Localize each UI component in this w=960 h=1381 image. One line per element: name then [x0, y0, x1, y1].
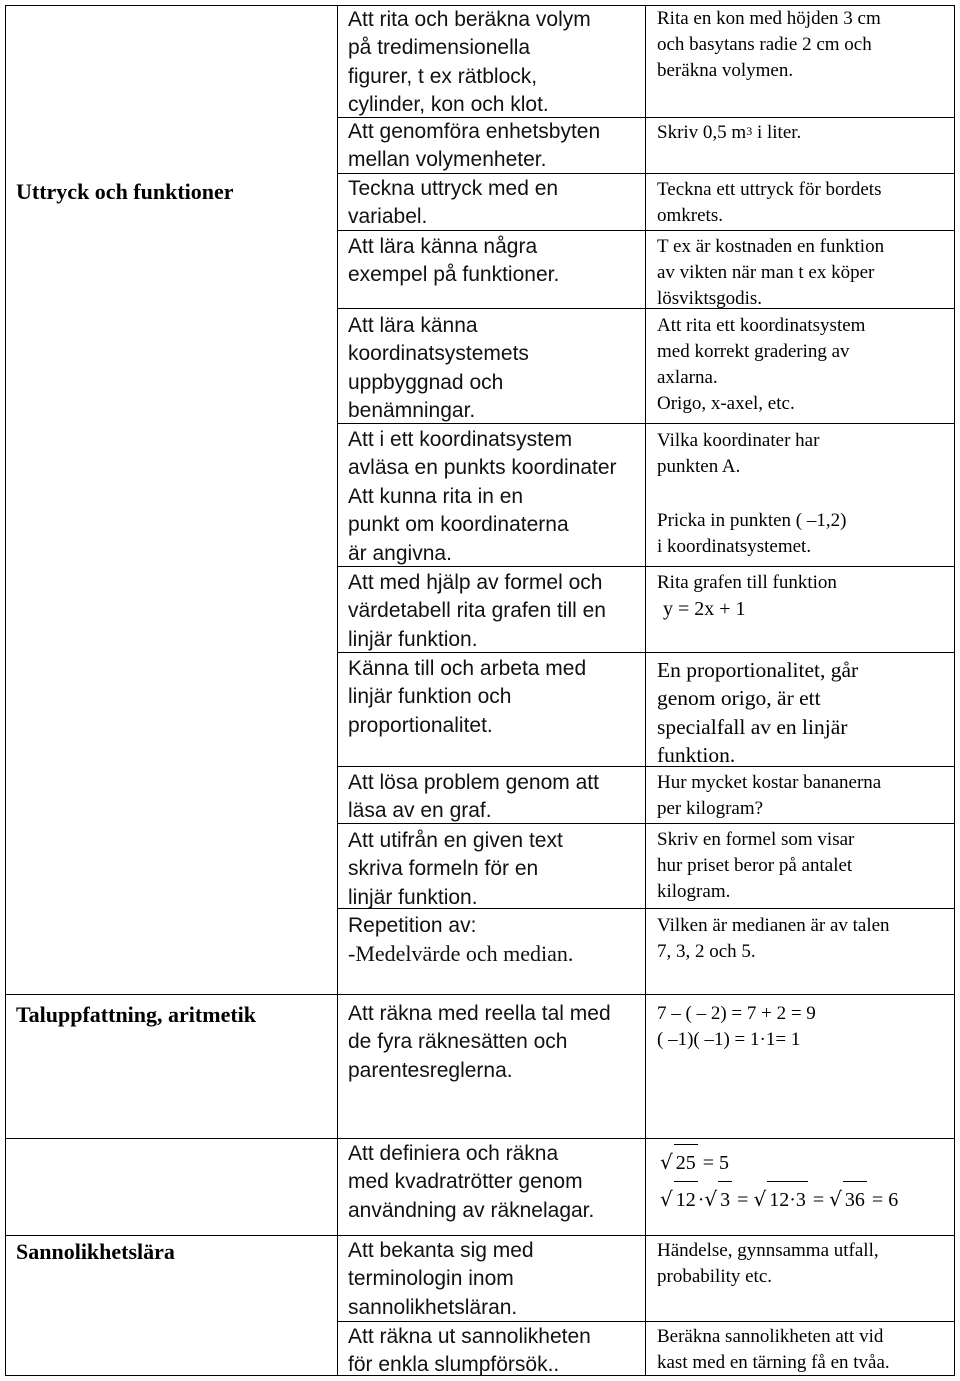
- column-divider-2: [645, 5, 646, 1376]
- sqrt-line-2: √ 12 ·√ 3 = √ 12·3 = √ 36 = 6: [660, 1181, 898, 1218]
- goal-proportionalitet: Känna till och arbeta med linjär funktion och proportionalitet.: [348, 657, 587, 737]
- topic-taluppfattning: Taluppfattning, aritmetik: [16, 1002, 257, 1027]
- goal-kvadratrotter: Att definiera och räkna med kvadratrötter genom användning av räknelagar.: [348, 1142, 595, 1222]
- example-aritmetik: 7 – ( – 2) = 7 + 2 = 9 ( –1)( –1) = 1·1= 1: [657, 1003, 816, 1050]
- example-bananer: Hur mycket kostar bananerna per kilogram?: [657, 772, 882, 819]
- column-divider-1: [337, 5, 338, 1376]
- example-tarning: Beräkna sannolikheten att vid kast med en tärning få en tvåa.: [657, 1326, 890, 1373]
- example-formel-pris: Skriv en formel som visar hur priset beror på antalet kilogram.: [657, 829, 855, 902]
- goal-enhetsbyten: Att genomföra enhetsbyten mellan volymenheter.: [348, 120, 601, 172]
- row-divider: [5, 1235, 955, 1236]
- table-border-left: [5, 5, 6, 1376]
- goal-repetition: Repetition av: -Medelvärde och median.: [348, 914, 574, 967]
- example-punkten-a: Vilka koordinater har punkten A.: [657, 430, 820, 477]
- example-handelse: Händelse, gynnsamma utfall, probability etc.: [657, 1240, 879, 1287]
- goal-las-graf: Att lösa problem genom att läsa av en graf.: [348, 771, 599, 823]
- row-divider: [5, 994, 955, 995]
- example-bordets-omkrets: Teckna ett uttryck för bordets omkrets.: [657, 179, 882, 226]
- table-border-right: [954, 5, 955, 1376]
- example-kostnad: T ex är kostnaden en funktion av vikten när man t ex köper lösviktsgodis.: [657, 236, 885, 309]
- goal-koordinatsystem: Att lära känna koordinatsystemets uppbyggnad och benämningar.: [348, 314, 529, 423]
- goal-slumpforsok: Att räkna ut sannolikheten för enkla slumpförsök..: [348, 1325, 591, 1377]
- example-pricka-punkt: Pricka in punkten ( –1,2) i koordinatsystemet.: [657, 510, 847, 557]
- topic-sannolikhet: Sannolikhetslära: [16, 1239, 175, 1264]
- example-liter: Skriv 0,5 $m^3$ i liter.: [657, 122, 802, 143]
- goal-uttryck: Teckna uttryck med en variabel.: [348, 177, 559, 229]
- example-kvadratrot: [660, 1144, 898, 1218]
- cell-divider: [337, 766, 955, 767]
- goal-volym: Att rita och beräkna volym på tredimensionella figurer, t ex rätblock, cylinder, kon och klot.: [348, 8, 591, 117]
- topic-uttryck: Uttryck och funktioner: [16, 179, 234, 204]
- example-median: Vilken är medianen är av talen 7, 3, 2 och 5.: [657, 915, 890, 962]
- row-divider: [5, 1138, 955, 1139]
- goal-funktioner: Att lära känna några exempel på funktioner.: [348, 235, 560, 287]
- example-rita-koordinatsystem: Att rita ett koordinatsystem med korrekt gradering av axlarna. Origo, x-axel, etc.: [657, 315, 866, 414]
- goal-terminologi: Att bekanta sig med terminologin inom sannolikhetsläran.: [348, 1239, 534, 1319]
- sqrt-line-1: √ 25 = 5: [660, 1144, 898, 1181]
- example-proportionalitet: En proportionalitet, går genom origo, är ett specialfall av en linjär funktion.: [657, 658, 859, 768]
- goal-graf-formel: Att med hjälp av formel och värdetabell rita grafen till en linjär funktion.: [348, 571, 606, 651]
- formula-linear: y = 2x + 1: [663, 598, 746, 620]
- goal-koordinater: Att i ett koordinatsystem avläsa en punkts koordinater Att kunna rita in en punkt om koordinaterna är angivna.: [348, 428, 617, 565]
- example-rita-graf: Rita grafen till funktion y = 2x + 1: [657, 572, 837, 620]
- goal-reella-tal: Att räkna med reella tal med de fyra räknesätten och parentesreglerna.: [348, 1002, 611, 1082]
- example-kon: Rita en kon med höjden 3 cm och basytans radie 2 cm och beräkna volymen.: [657, 8, 881, 81]
- goal-formel-text: Att utifrån en given text skriva formeln för en linjär funktion.: [348, 829, 563, 909]
